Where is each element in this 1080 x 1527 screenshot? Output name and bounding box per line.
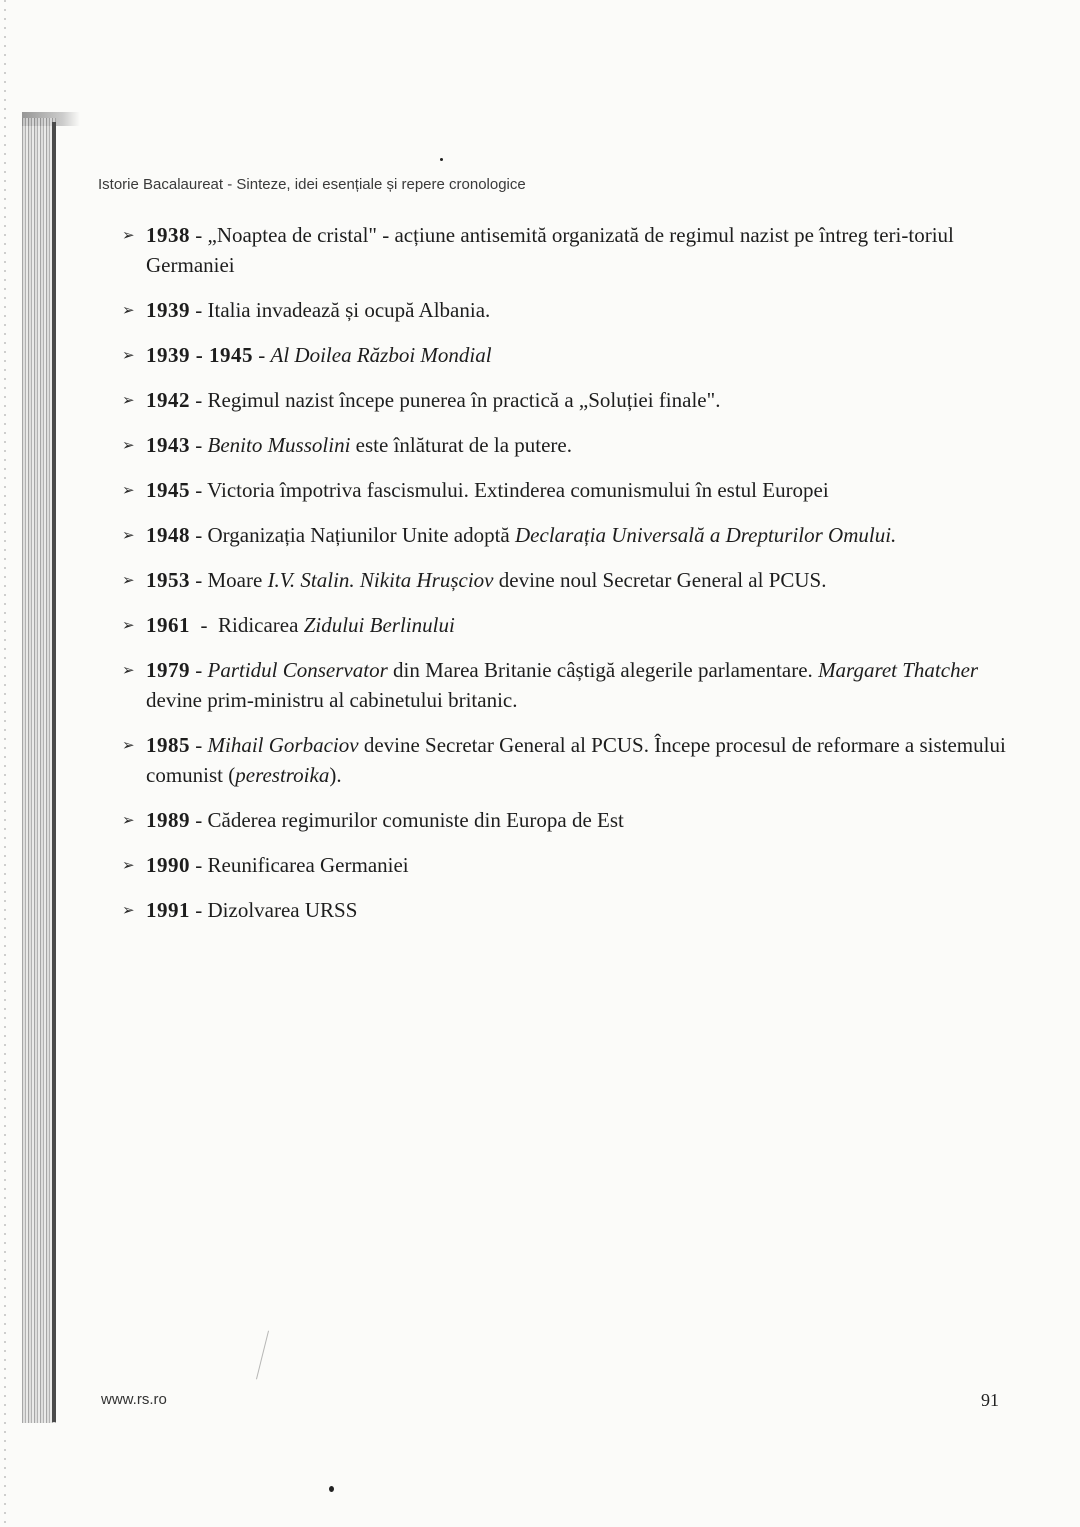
book-binding-shadow	[22, 118, 56, 1423]
entry-text-italic: Al Doilea Război Mondial	[270, 343, 492, 367]
chronology-entry	[122, 475, 1007, 505]
arrow-bullet-icon: ➢	[122, 436, 135, 454]
chronology-entry	[122, 895, 1007, 925]
chronology-entry	[122, 430, 1007, 460]
footer-website: www.rs.ro	[101, 1391, 167, 1408]
scan-speck	[329, 1486, 334, 1492]
chronology-entry	[122, 520, 1007, 550]
entry-year: 1991	[146, 898, 190, 922]
entry-text: - Reunificarea Germaniei	[190, 853, 409, 877]
entry-year: 1990	[146, 853, 190, 877]
arrow-bullet-icon: ➢	[122, 901, 135, 919]
chronology-entry	[122, 805, 1007, 835]
chronology-entry	[122, 730, 1012, 790]
entry-text: este înlăturat de la putere.	[350, 433, 572, 457]
entry-text: - Victoria împotriva fascismului. Extinderea comunismului în estul Europei	[190, 478, 829, 502]
arrow-bullet-icon: ➢	[122, 301, 135, 319]
entry-text: din Marea Britanie câștigă alegerile parlamentare.	[387, 658, 819, 682]
arrow-bullet-icon: ➢	[122, 226, 135, 244]
entry-text-italic: Benito Mussolini	[207, 433, 351, 457]
chronology-entry	[122, 340, 1007, 370]
arrow-bullet-icon: ➢	[122, 661, 135, 679]
entry-year: 1985	[146, 733, 190, 757]
entry-text: devine Secretar General al PCUS. Începe procesul de reformare a sistemului comunist (	[146, 733, 1012, 787]
chronology-entry	[122, 385, 1007, 415]
chronology-entry	[122, 565, 1007, 595]
entry-text: - Moare	[190, 568, 268, 592]
scan-speck	[440, 158, 443, 161]
entry-text: - Regimul nazist începe punerea în practică a „Soluției finale".	[190, 388, 721, 412]
entry-text: - Organizația Națiunilor Unite adoptă	[190, 523, 516, 547]
entry-year: 1938	[146, 223, 190, 247]
chronology-entry	[122, 655, 1007, 715]
binding-edge-line	[52, 122, 56, 1422]
entry-year: 1948	[146, 523, 190, 547]
entry-year: 1943	[146, 433, 190, 457]
arrow-bullet-icon: ➢	[122, 616, 135, 634]
entry-text-italic: Mihail Gorbaciov	[207, 733, 359, 757]
entry-text: - Dizolvarea URSS	[190, 898, 358, 922]
scan-mark	[256, 1331, 269, 1380]
arrow-bullet-icon: ➢	[122, 811, 135, 829]
entry-year: 1989	[146, 808, 190, 832]
entry-text-italic: Zidului Berlinului	[303, 613, 455, 637]
entry-year: 1961	[146, 613, 190, 637]
entry-year: 1939 - 1945	[146, 343, 253, 367]
arrow-bullet-icon: ➢	[122, 736, 135, 754]
arrow-bullet-icon: ➢	[122, 571, 135, 589]
entry-text: -	[190, 658, 208, 682]
entry-year: 1945	[146, 478, 190, 502]
entry-text: devine prim-ministru al cabinetului britanic.	[146, 658, 984, 712]
entry-text-italic: Partidul Conservator	[207, 658, 388, 682]
chronology-entry	[122, 850, 1007, 880]
entry-year: 1942	[146, 388, 190, 412]
arrow-bullet-icon: ➢	[122, 391, 135, 409]
arrow-bullet-icon: ➢	[122, 856, 135, 874]
entry-text: -	[190, 733, 208, 757]
entry-text: - Căderea regimurilor comuniste din Europa de Est	[190, 808, 624, 832]
entry-text: -	[190, 433, 208, 457]
entry-year: 1979	[146, 658, 190, 682]
entry-text: - Ridicarea	[190, 613, 304, 637]
arrow-bullet-icon: ➢	[122, 481, 135, 499]
page-number: 91	[981, 1390, 999, 1410]
entry-text-italic: Declarația Universală a Drepturilor Omului.	[515, 523, 897, 547]
entry-text-italic: Margaret Thatcher	[818, 658, 979, 682]
entry-year: 1939	[146, 298, 190, 322]
chronology-entry	[122, 610, 1007, 640]
running-header: Istorie Bacalaureat - Sinteze, idei esențiale și repere cronologice	[98, 176, 526, 193]
chronology-entry	[122, 295, 1007, 325]
entry-text-italic: perestroika	[235, 763, 330, 787]
entry-text: -	[253, 343, 271, 367]
chronology-entry	[122, 220, 1007, 280]
entry-text: ).	[329, 763, 342, 787]
arrow-bullet-icon: ➢	[122, 346, 135, 364]
entry-text-italic: I.V. Stalin. Nikita Hrușciov	[267, 568, 494, 592]
arrow-bullet-icon: ➢	[122, 526, 135, 544]
chronology-list	[122, 220, 1012, 940]
scan-edge-dots	[4, 0, 6, 1527]
entry-text: devine noul Secretar General al PCUS.	[493, 568, 827, 592]
entry-text: - „Noaptea de cristal" - acțiune antisemită organizată de regimul nazist pe întreg teri-toriul Germaniei	[146, 223, 960, 277]
entry-text: - Italia invadează și ocupă Albania.	[190, 298, 491, 322]
entry-year: 1953	[146, 568, 190, 592]
